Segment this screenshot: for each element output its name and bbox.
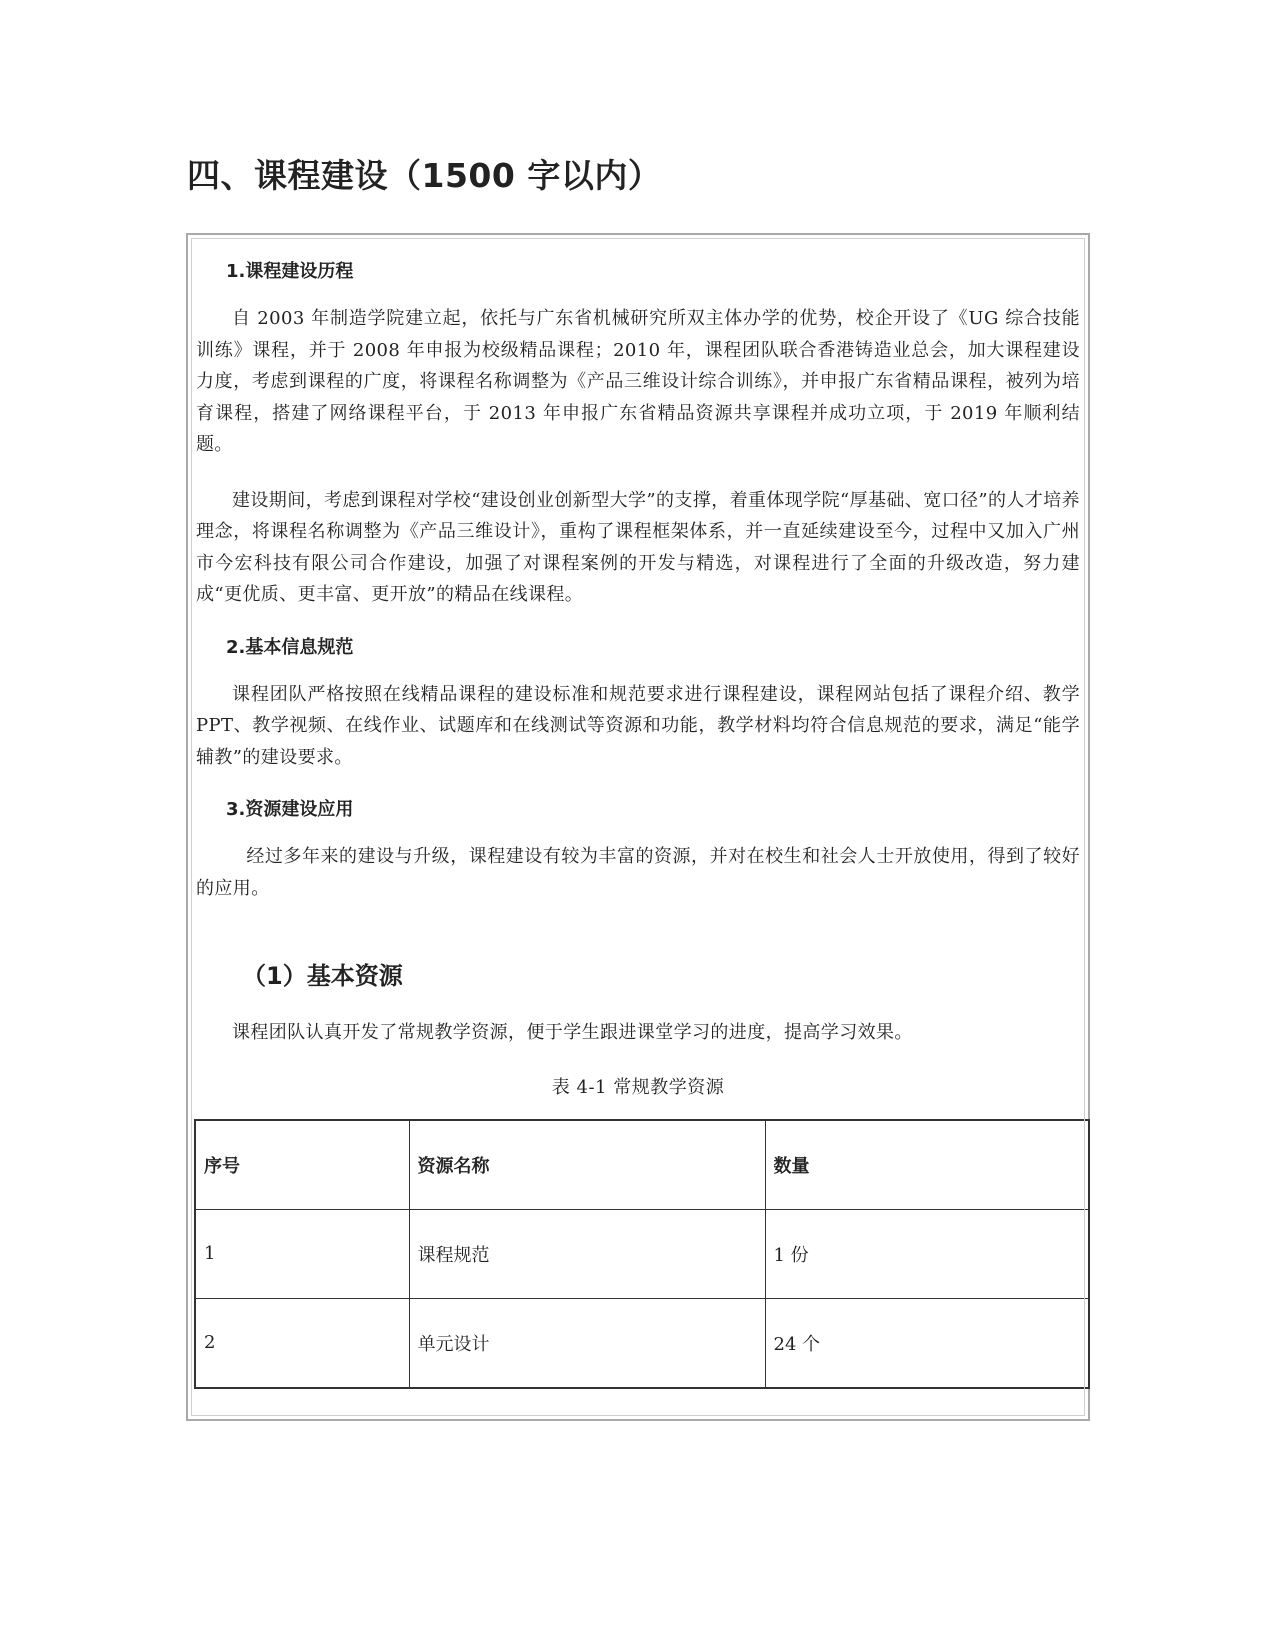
subsection-heading: （1）基本资源	[242, 962, 403, 990]
table-cell: 1 份	[765, 1209, 1089, 1298]
section-heading: 1.课程建设历程	[226, 261, 354, 282]
paragraph: 经过多年来的建设与升级，课程建设有较为丰富的资源，并对在校生和社会人士开放使用，得到了较好的应用。	[196, 846, 1080, 899]
page-title: 四、课程建设（1500 字以内）	[187, 156, 662, 195]
paragraph: 建设期间，考虑到课程对学校“建设创业创新型大学”的支撑，着重体现学院“厚基础、宽口径”的人才培养理念，将课程名称调整为《产品三维设计》，重构了课程框架体系，并一直延续建设至今，过程中又加入广州市今宏科技有限公司合作建设，加强了对课程案例的开发与精选，对课程进行了全面的升级改造，努力建成“更优质、更丰富、更开放”的精品在线课程。	[196, 489, 1081, 605]
table-cell: 课程规范	[409, 1209, 765, 1298]
table-cell: 单元设计	[409, 1298, 765, 1388]
paragraph: 课程团队严格按照在线精品课程的建设标准和规范要求进行课程建设，课程网站包括了课程介绍、教学 PPT、教学视频、在线作业、试题库和在线测试等资源和功能，教学材料均符合信息规范的要求，满足“能学辅教”的建设要求。	[196, 683, 1080, 768]
content-frame	[186, 233, 1090, 1421]
table-caption: 表 4-1 常规教学资源	[551, 1076, 725, 1098]
content-body	[196, 259, 1080, 1389]
table-header-cell: 数量	[765, 1120, 1089, 1210]
table-header-cell: 资源名称	[409, 1120, 765, 1210]
paragraph: 自 2003 年制造学院建立起，依托与广东省机械研究所双主体办学的优势，校企开设了《UG 综合技能训练》课程，并于 2008 年申报为校级精品课程；2010 年，课程团队联合香港铸造业总会，加大课程建设力度，考虑到课程的广度，将课程名称调整为《产品三维设计综合训练》，并申报广东省精品课程，被列为培育课程，搭建了网络课程平台，于 2013 年申报广东省精品资源共享课程并成功立项，于 2019 年顺利结题。	[196, 308, 1080, 455]
table-cell: 1	[195, 1209, 409, 1298]
table-header-row	[195, 1120, 1089, 1210]
table-cell: 24 个	[765, 1298, 1089, 1388]
paragraph: 课程团队认真开发了常规教学资源，便于学生跟进课堂学习的进度，提高学习效果。	[232, 1022, 913, 1043]
table-row	[195, 1298, 1089, 1388]
resource-table	[194, 1119, 1090, 1389]
table-cell: 2	[195, 1298, 409, 1388]
table-row	[195, 1209, 1089, 1298]
section-heading: 2.基本信息规范	[226, 636, 354, 658]
table-header-cell: 序号	[195, 1120, 409, 1210]
section-heading: 3.资源建设应用	[226, 799, 354, 820]
